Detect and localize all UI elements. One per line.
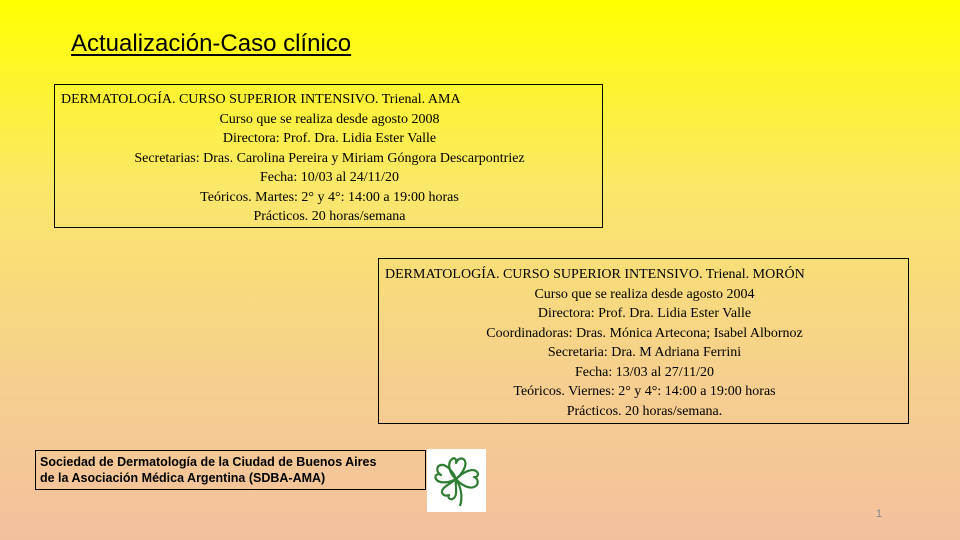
course-ama-dates: Fecha: 10/03 al 24/11/20: [259, 170, 400, 185]
course-ama-since: Curso que se realiza desde agosto 2008: [219, 111, 440, 127]
course-moron-dates: Fecha: 13/03 al 27/11/20: [574, 364, 715, 380]
course-ama-box: [54, 84, 603, 228]
society-name-line1: Sociedad de Dermatología de la Ciudad de Buenos Aires: [40, 455, 377, 469]
course-ama-heading: DERMATOLOGÍA. CURSO SUPERIOR INTENSIVO. Trienal. AMA: [61, 92, 461, 107]
four-leaf-clover-icon: [427, 449, 486, 512]
course-moron-director: Directora: Prof. Dra. Lidia Ester Valle: [537, 306, 752, 321]
course-moron-box: [378, 258, 909, 424]
course-moron-heading: DERMATOLOGÍA. CURSO SUPERIOR INTENSIVO. Trienal. MORÓN: [385, 267, 805, 282]
course-moron-theory: Teóricos. Viernes: 2° y 4°: 14:00 a 19:00 horas: [513, 384, 776, 399]
course-ama-secretaries: Secretarias: Dras. Carolina Pereira y Miriam Góngora Descarpontriez: [134, 150, 525, 166]
society-name-line2: de la Asociación Médica Argentina (SDBA-AMA): [40, 471, 326, 485]
course-moron-secretary: Secretaria: Dra. M Adriana Ferrini: [547, 345, 742, 360]
course-ama-practice: Prácticos. 20 horas/semana: [253, 209, 406, 224]
course-ama-director: Directora: Prof. Dra. Lidia Ester Valle: [222, 131, 437, 146]
course-moron-since: Curso que se realiza desde agosto 2004: [534, 286, 755, 302]
page-number: 1: [876, 508, 883, 520]
course-moron-practice: Prácticos. 20 horas/semana.: [566, 403, 723, 419]
society-box: [35, 450, 426, 490]
course-ama-theory: Teóricos. Martes: 2° y 4°: 14:00 a 19:00 horas: [200, 189, 459, 205]
slide-title: Actualización-Caso clínico: [71, 30, 352, 57]
course-moron-coordinators: Coordinadoras: Dras. Mónica Artecona; Isabel Albornoz: [486, 325, 803, 341]
